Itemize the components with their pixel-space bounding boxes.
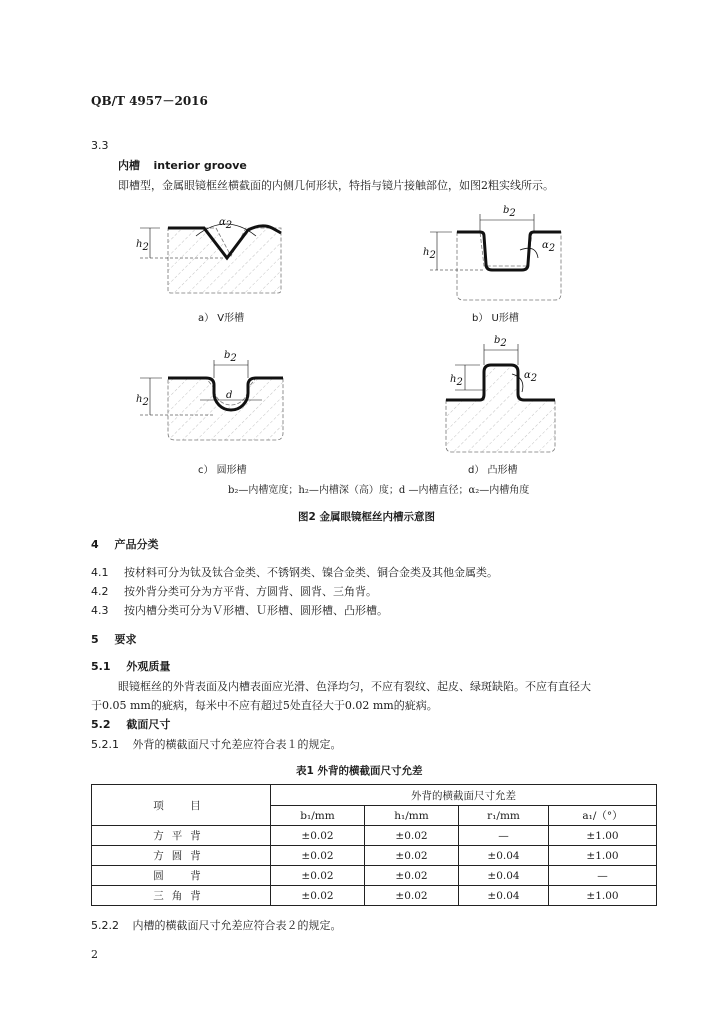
section-4-heading bbox=[91, 536, 159, 552]
figure-legend: b₂—内槽宽度；h₂—内槽深（高）度；d —内槽直径；α₂—内槽角度 bbox=[228, 485, 530, 496]
clause-title: 外观质量 bbox=[126, 660, 171, 673]
label-d-c: d bbox=[226, 390, 233, 401]
round-groove-drawing bbox=[136, 350, 283, 440]
caption-a: a） V形槽 bbox=[198, 313, 245, 324]
clause-number: 4.3 bbox=[91, 604, 109, 617]
term-en: interior groove bbox=[153, 159, 247, 172]
standard-number: QB/T 4957－2016 bbox=[91, 94, 208, 108]
table-row: 三角背 ±0.02 ±0.02 ±0.04 ±1.00 bbox=[92, 886, 657, 906]
term-cn: 内槽 bbox=[118, 159, 140, 172]
clause-5-2-heading bbox=[91, 716, 170, 732]
clause-4-2 bbox=[91, 583, 377, 599]
clause-4-1 bbox=[91, 564, 498, 580]
clause-5-2-1 bbox=[91, 736, 342, 752]
column-header: b₁/mm bbox=[271, 806, 365, 826]
clause-5-1-heading bbox=[91, 658, 170, 674]
label-b-u: b2 bbox=[503, 205, 516, 219]
label-h-c: h2 bbox=[136, 394, 149, 408]
clause-text: 内槽的横截面尺寸允差应符合表２的规定。 bbox=[132, 919, 342, 932]
label-h-d: h2 bbox=[450, 374, 463, 388]
caption-b: b） U形槽 bbox=[472, 313, 519, 324]
clause-number: 4.1 bbox=[91, 566, 109, 579]
section-4-number: 4 bbox=[91, 538, 99, 551]
column-header: r₁/mm bbox=[459, 806, 549, 826]
clause-text: 按外背分类可分为方平背、方圆背、圆背、三角背。 bbox=[124, 585, 377, 598]
clause-5-2-2 bbox=[91, 917, 342, 933]
table-row: 圆 背 ±0.02 ±0.02 ±0.04 — bbox=[92, 866, 657, 886]
clause-number: 5.2 bbox=[91, 718, 111, 731]
caption-c: c） 圆形槽 bbox=[198, 465, 247, 476]
label-alpha-v: α2 bbox=[219, 217, 233, 231]
item-header: 项 目 bbox=[92, 785, 271, 826]
clause-text: 按内槽分类可分为Ｖ形槽、Ｕ形槽、圆形槽、凸形槽。 bbox=[124, 604, 388, 617]
label-h-u: h2 bbox=[423, 247, 436, 261]
section-5-heading bbox=[91, 631, 137, 647]
table-1 bbox=[91, 784, 657, 906]
clause-number: 5.2.2 bbox=[91, 919, 119, 932]
clause-5-1-line1: 眼镜框丝的外背表面及内槽表面应光滑、色泽均匀，不应有裂纹、起皮、绿斑缺陷。不应有直径大 bbox=[118, 680, 591, 693]
caption-d: d） 凸形槽 bbox=[468, 465, 518, 476]
u-groove-drawing bbox=[423, 205, 561, 300]
column-header: a₁/（°） bbox=[548, 806, 656, 826]
convex-groove-drawing bbox=[446, 335, 555, 452]
label-b-c: b2 bbox=[224, 350, 237, 364]
clause-number: 4.2 bbox=[91, 585, 109, 598]
clause-5-1-line2: 于0.05 mm的疵病，每米中不应有超过5处直径大于0.02 mm的疵病。 bbox=[91, 699, 438, 712]
page-number: 2 bbox=[91, 948, 98, 961]
clause-number: 5.1 bbox=[91, 660, 111, 673]
term-definition: 即槽型，金属眼镜框丝横截面的内侧几何形状，特指与镜片接触部位，如图2粗实线所示。 bbox=[118, 179, 554, 192]
clause-title: 截面尺寸 bbox=[126, 718, 171, 731]
section-5-number: 5 bbox=[91, 633, 99, 646]
table-1-title: 表1 外背的横截面尺寸允差 bbox=[296, 765, 423, 777]
section-5-title: 要求 bbox=[114, 633, 137, 646]
section-number-3-3: 3.3 bbox=[91, 139, 109, 152]
clause-number: 5.2.1 bbox=[91, 738, 119, 751]
label-h-v: h2 bbox=[136, 239, 149, 253]
v-groove-drawing bbox=[136, 217, 281, 293]
clause-text: 外背的横截面尺寸允差应符合表１的规定。 bbox=[132, 738, 342, 751]
label-b-d: b2 bbox=[494, 335, 507, 349]
section-4-title: 产品分类 bbox=[114, 538, 159, 551]
clause-4-3 bbox=[91, 602, 388, 618]
label-alpha-d: α2 bbox=[524, 370, 538, 384]
clause-text: 按材料可分为钛及钛合金类、不锈钢类、镍合金类、铜合金类及其他金属类。 bbox=[124, 566, 498, 579]
figure-title: 图2 金属眼镜框丝内槽示意图 bbox=[298, 511, 435, 523]
table-row: 方圆背 ±0.02 ±0.02 ±0.04 ±1.00 bbox=[92, 846, 657, 866]
table-row: 方平背 ±0.02 ±0.02 — ±1.00 bbox=[92, 826, 657, 846]
group-header: 外背的横截面尺寸允差 bbox=[271, 785, 657, 806]
column-header: h₁/mm bbox=[364, 806, 458, 826]
label-alpha-u: α2 bbox=[542, 240, 556, 254]
